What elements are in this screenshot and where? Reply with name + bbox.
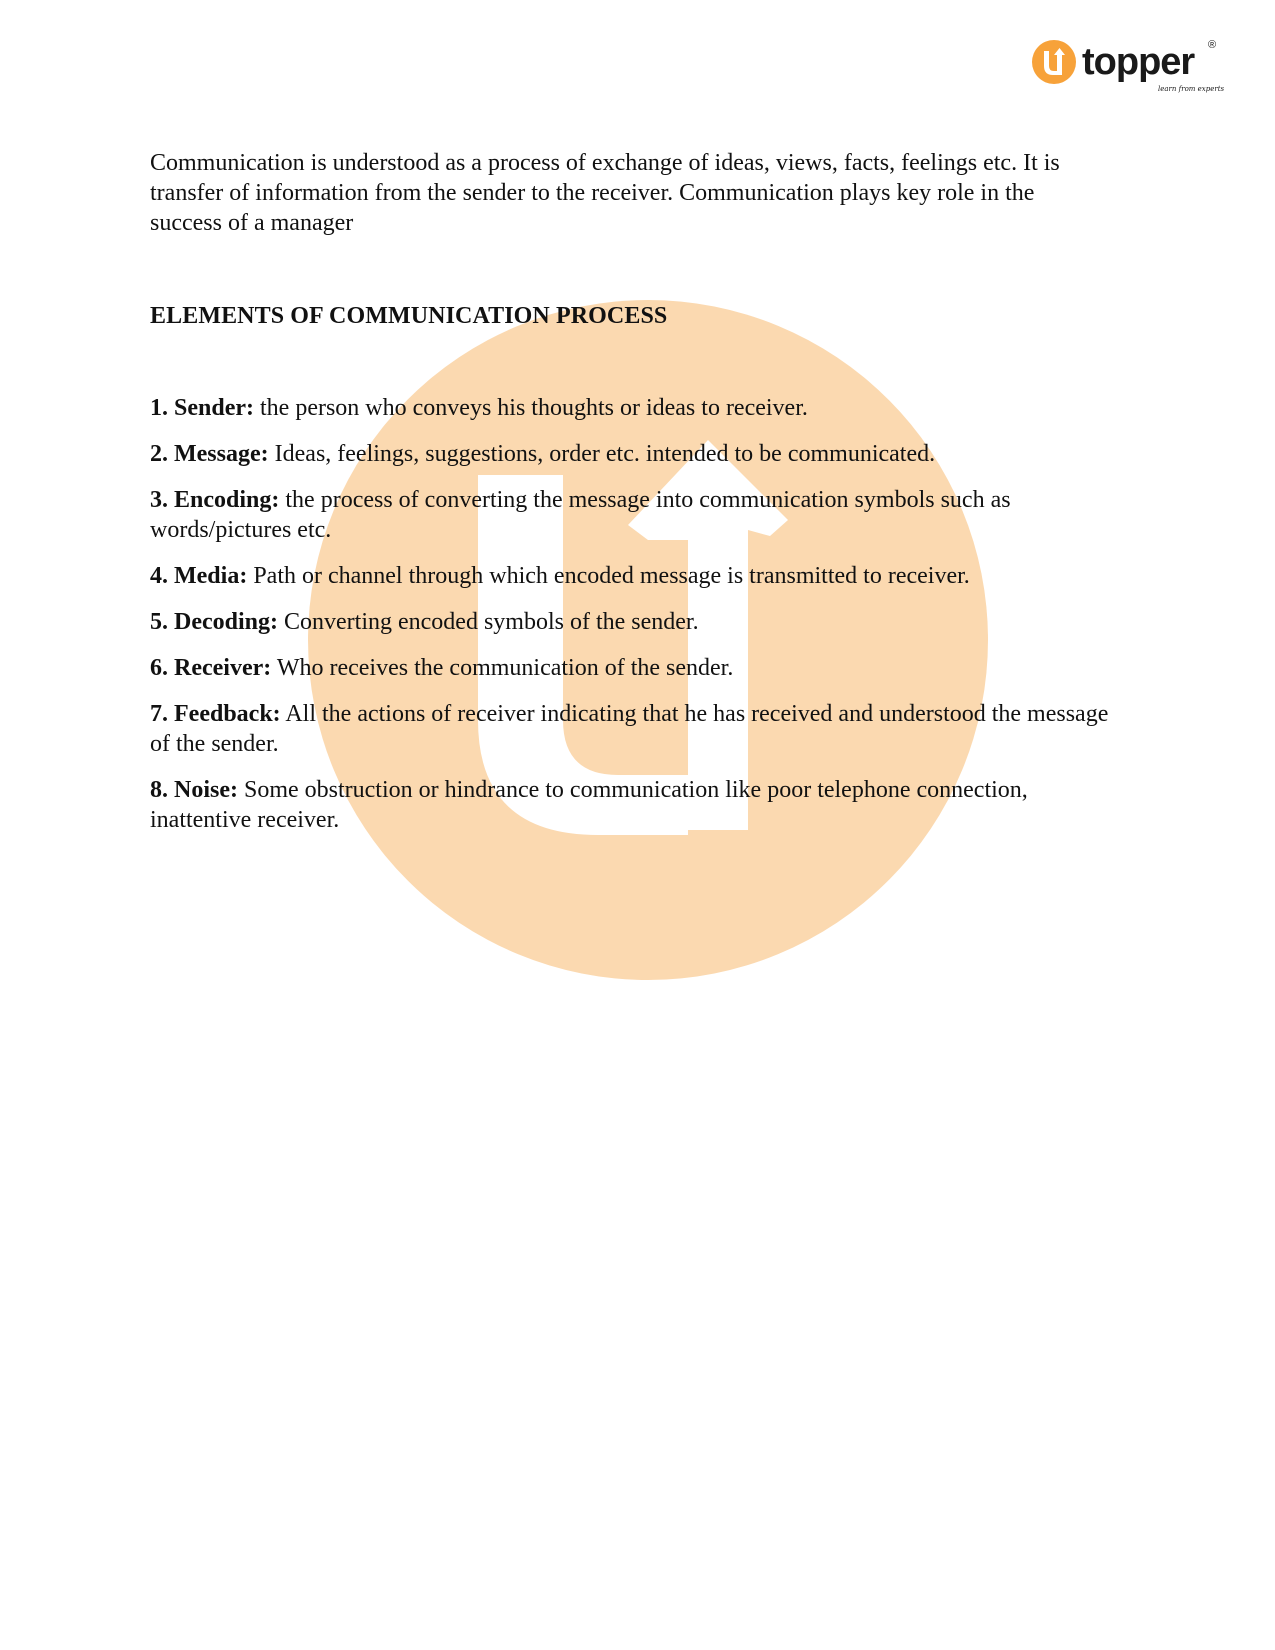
- elements-list: [150, 393, 1110, 835]
- intro-paragraph: Communication is understood as a process of exchange of ideas, views, facts, feelings etc. It is transfer of information from the sender to the receiver. Communication plays key role in the success of a manager: [150, 150, 1060, 236]
- term-description: Ideas, feelings, suggestions, order etc. intended to be communicated.: [268, 441, 936, 467]
- term-label: 6. Receiver:: [150, 655, 272, 681]
- list-item-decoding: [150, 607, 1110, 637]
- list-item-sender: [150, 393, 1110, 423]
- term-label: 7. Feedback:: [150, 701, 281, 727]
- term-description: Path or channel through which encoded message is transmitted to receiver.: [247, 563, 970, 589]
- term-description: the process of converting the message into communication symbols such as words/pictures etc.: [150, 487, 1011, 543]
- term-label: 3. Encoding:: [150, 487, 280, 513]
- term-description: the person who conveys his thoughts or ideas to receiver.: [254, 395, 808, 421]
- section-heading: ELEMENTS OF COMMUNICATION PROCESS: [150, 303, 668, 329]
- topper-logo-icon: [1030, 36, 1230, 96]
- term-label: 2. Message:: [150, 441, 269, 467]
- logo-tagline: learn from experts: [1158, 85, 1225, 93]
- registered-mark: ®: [1208, 39, 1217, 51]
- list-item-noise: [150, 775, 1110, 835]
- term-description: Converting encoded symbols of the sender.: [278, 609, 699, 635]
- term-description: All the actions of receiver indicating that he has received and understood the message of the sender.: [150, 701, 1109, 757]
- term-label: 1. Sender:: [150, 395, 254, 421]
- term-label: 5. Decoding:: [150, 609, 278, 635]
- list-item-message: [150, 439, 1110, 469]
- list-item-feedback: [150, 699, 1110, 759]
- term-label: 4. Media:: [150, 563, 248, 589]
- list-item-media: [150, 561, 1110, 591]
- term-description: Who receives the communication of the sender.: [271, 655, 734, 681]
- logo-wordmark: topper: [1082, 41, 1195, 83]
- list-item-receiver: [150, 653, 1110, 683]
- term-label: 8. Noise:: [150, 777, 238, 803]
- logo-circle: [1032, 40, 1076, 84]
- list-item-encoding: [150, 485, 1110, 545]
- document-body: [150, 148, 1110, 851]
- term-description: Some obstruction or hindrance to communication like poor telephone connection, inattentive receiver.: [150, 777, 1028, 833]
